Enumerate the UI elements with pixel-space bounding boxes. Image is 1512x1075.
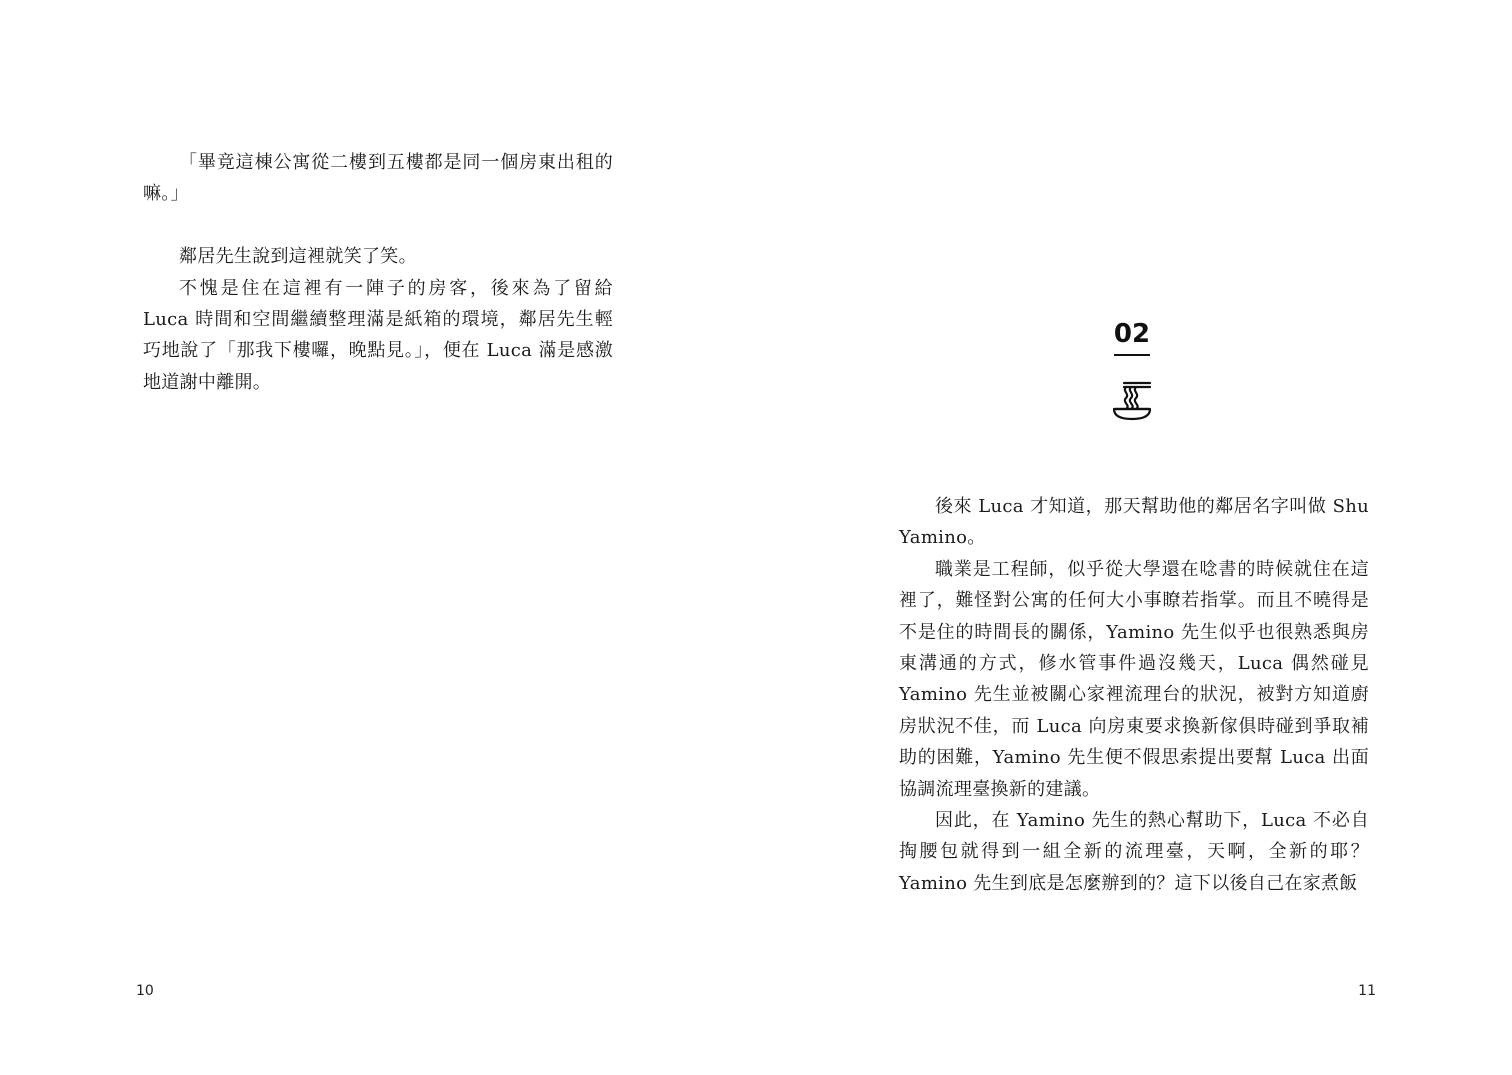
chapter-heading <box>1106 316 1158 422</box>
paragraph: 「畢竟這棟公寓從二樓到五樓都是同一個房東出租的嘛。」 <box>143 152 613 205</box>
paragraph: 後來 Luca 才知道，那天幫助他的鄰居名字叫做 Shu Yamino。 <box>899 496 1369 549</box>
left-page-body <box>143 147 613 398</box>
paragraph: 職業是工程師，似乎從大學還在唸書的時候就住在這裡了，難怪對公寓的任何大小事瞭若指掌。而且不曉得是不是住的時間長的關係，Yamino 先生似乎也很熟悉與房東溝通的方式，修水管事件過沒幾天，Luca 偶然碰見 Yamino 先生並被關心家裡流理台的狀況，被對方知道廚房狀況不佳，而 Luca 向房東要求換新傢俱時碰到爭取補助的困難，Yamino 先生便不假思索提出要幫 Luca 出面協調流理臺換新的建議。 <box>899 558 1369 800</box>
chapter-number: 02 <box>1113 319 1151 349</box>
right-page-body <box>899 491 1369 899</box>
noodle-bowl-icon <box>1110 378 1154 422</box>
chapter-underline <box>1114 354 1150 356</box>
paragraph: 鄰居先生說到這裡就笑了笑。 <box>179 246 417 268</box>
paragraph: 因此，在 Yamino 先生的熱心幫助下，Luca 不必自掏腰包就得到一組全新的流理臺，天啊，全新的耶？Yamino 先生到底是怎麼辦到的？這下以後自己在家煮飯 <box>899 810 1369 894</box>
page-number-left: 10 <box>136 983 154 999</box>
paragraph: 不愧是住在這裡有一陣子的房客，後來為了留給 Luca 時間和空間繼續整理滿是紙箱的環境，鄰居先生輕巧地說了「那我下樓囉，晚點見。」，便在 Luca 滿是感激地道謝中離開。 <box>143 277 613 393</box>
right-page <box>756 0 1512 1075</box>
page-number-right: 11 <box>1358 983 1376 999</box>
